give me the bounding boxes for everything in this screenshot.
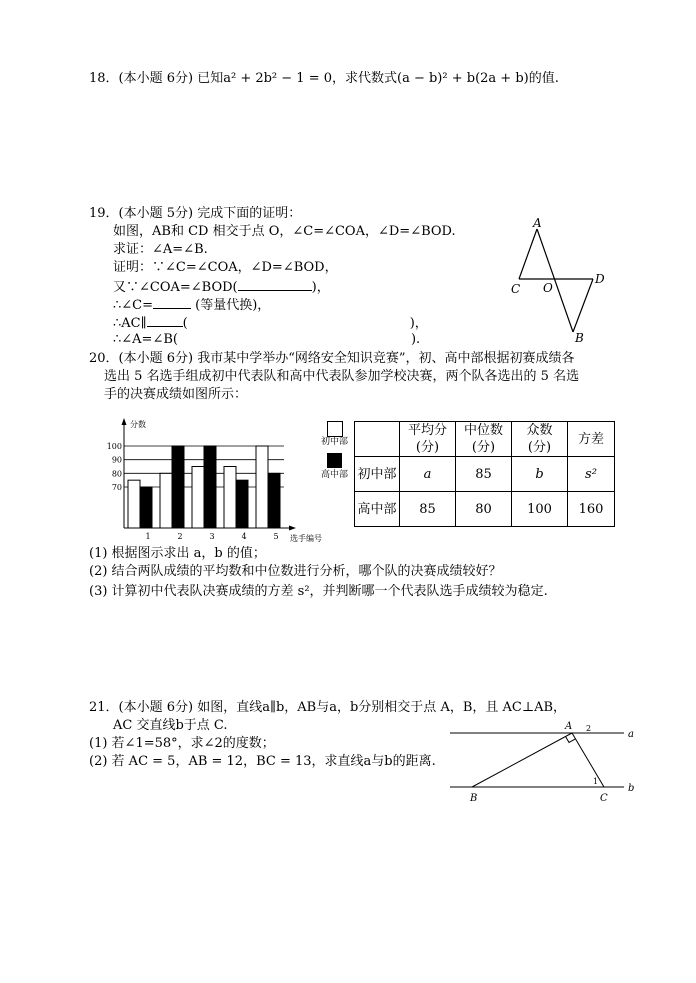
q21-label-line-a: a: [628, 729, 634, 740]
bar-junior-2: [160, 473, 172, 528]
stats-row-junior: [355, 457, 615, 492]
q21-angle-2: 2: [586, 724, 592, 733]
q20-text-line2: 选出 5 名选手组成初中代表队和高中代表队参加学校决赛，两个队各选出的 5 名选: [104, 369, 580, 384]
legend-junior-swatch: [327, 421, 343, 437]
bar-senior-4: [236, 480, 248, 528]
header-mean-line2: (分): [415, 440, 440, 455]
chart-x-arrow: [289, 526, 296, 531]
legend-senior-label: 高中部: [321, 470, 349, 480]
q20-sub2: (2) 结合两队成绩的平均数和中位数进行分析，哪个队的决赛成绩较好？: [89, 564, 502, 579]
bar-senior-2: [172, 446, 184, 528]
chart-y-tick-label: 80: [111, 469, 122, 479]
stats-header-mean: [400, 422, 456, 457]
chart-x-tick-label: 3: [209, 532, 215, 541]
q19-line5-end: ).: [410, 332, 421, 347]
chart-y-arrow: [122, 418, 127, 425]
q19-line2-end: )，: [311, 280, 330, 295]
q19-blank-line[interactable]: [147, 314, 183, 327]
q19-heading: 19．(本小题 5分) 完成下面的证明：: [89, 206, 302, 221]
q19-line4-end: )，: [409, 316, 428, 331]
q19-label-b: B: [575, 331, 584, 345]
header-median-line2: (分): [471, 440, 496, 455]
q19-proof-line2: [113, 278, 330, 296]
stats-cell: a: [400, 457, 456, 492]
q19-label-o: O: [543, 281, 553, 295]
q21-sub1: (1) 若∠1=58°，求∠2的度数；: [89, 736, 275, 751]
stats-corner-cell: [355, 422, 400, 457]
q19-line3-text: ∴∠C=: [113, 298, 154, 313]
chart-y-tick-label: 70: [111, 483, 122, 492]
q21-sub2: (2) 若 AC = 5，AB = 12，BC = 13，求直线a与b的距离.: [89, 754, 436, 769]
stats-cell: 85: [400, 492, 456, 527]
q20-sub3: (3) 计算初中代表队决赛成绩的方差 s²，并判断哪一个代表队选手成绩较为稳定.: [89, 584, 548, 599]
stats-cell: 85: [456, 457, 512, 492]
q21-text-line2: AC 交直线b于点 C.: [113, 718, 228, 733]
chart-x-tick-label: 1: [145, 532, 151, 541]
q21-figure: [444, 720, 644, 806]
q19-line5-text: ∴∠A=∠B(: [113, 332, 178, 347]
chart-x-label: 选手编号: [290, 534, 322, 543]
stats-row-senior: [355, 492, 615, 527]
chart-bars: [128, 446, 280, 528]
q19-proof-line4: [113, 314, 428, 332]
segment-ab: [472, 733, 572, 787]
q20-text-line3: 手的决赛成绩如图所示：: [104, 387, 248, 402]
q21-label-line-b: b: [628, 783, 635, 794]
q19-figure: [505, 215, 615, 345]
stats-header-variance: [568, 422, 615, 457]
stats-table: [354, 421, 615, 527]
chart-x-tick-label: 5: [273, 532, 279, 541]
header-variance-line1: 方差: [577, 431, 604, 447]
stats-header-row: [355, 422, 615, 457]
stats-cell: s²: [568, 457, 615, 492]
q21-label-a: A: [565, 721, 573, 732]
legend-senior-swatch: [327, 453, 342, 468]
q21-text-line1: 21．(本小题 6分) 如图，直线a∥b，AB与a，b分别相交于点 A，B，且 AC⊥AB，: [89, 700, 567, 715]
q20-text-line1: 20．(本小题 6分) 我市某中学举办“网络安全知识竞赛”，初、高中部根据初赛成绩各: [89, 351, 575, 366]
header-median-line1: 中位数: [463, 423, 503, 438]
bar-senior-3: [204, 446, 216, 528]
stats-cell: 80: [456, 492, 512, 527]
q19-blank-reason1[interactable]: [238, 278, 312, 291]
q21-angle-1: 1: [593, 777, 599, 786]
bar-senior-5: [268, 473, 280, 528]
chart-x-tick-label: 4: [241, 532, 247, 541]
chart-y-label: 分数: [130, 420, 146, 429]
bar-junior-4: [224, 467, 236, 529]
q19-given: 如图，AB和 CD 相交于点 O，∠C=∠COA，∠D=∠BOD.: [113, 224, 456, 239]
bar-junior-1: [128, 480, 140, 528]
q19-line4-paren: (: [182, 316, 188, 331]
q19-label-c: C: [511, 282, 521, 296]
chart-y-tick-label: 90: [111, 455, 122, 465]
stats-row-label: 初中部: [355, 457, 400, 492]
chart-y-tick-label: 100: [106, 442, 122, 451]
q21-label-b: B: [470, 793, 478, 804]
q18-text: 18．(本小题 6分) 已知a² + 2b² − 1 = 0，求代数式(a − b)² + b(2a + b)的值.: [89, 71, 559, 86]
score-bar-chart: [106, 416, 326, 546]
bar-junior-3: [192, 467, 204, 529]
stats-row-label: 高中部: [355, 492, 400, 527]
q21-label-c: C: [600, 793, 608, 804]
stats-cell: 160: [568, 492, 615, 527]
q20-sub1: (1) 根据图示求出 a，b 的值；: [89, 546, 266, 561]
header-mode-line1: 众数: [526, 423, 553, 438]
q19-proof-line5: [113, 332, 420, 348]
header-mode-line2: (分): [527, 440, 552, 455]
q19-proof-line1: 证明：∵∠C=∠COA，∠D=∠BOD，: [113, 260, 338, 275]
segment-ac: [572, 733, 604, 787]
q19-label-a: A: [533, 216, 542, 230]
legend-junior-label: 初中部: [321, 437, 349, 447]
bar-senior-1: [140, 487, 152, 528]
q19-prove: 求证：∠A=∠B.: [113, 242, 208, 257]
q19-blank-angle[interactable]: [153, 296, 191, 309]
q19-proof-line3: [113, 296, 270, 314]
stats-header-mode: [512, 422, 568, 457]
q19-line3-end: (等量代换)，: [195, 298, 271, 313]
bar-junior-5: [256, 446, 268, 528]
q19-line2-text: 又∵∠COA=∠BOD(: [113, 280, 238, 295]
stats-header-median: [456, 422, 512, 457]
stats-cell: 100: [512, 492, 568, 527]
q19-label-d: D: [595, 272, 605, 286]
header-mean-line1: 平均分: [407, 423, 447, 438]
stats-cell: b: [512, 457, 568, 492]
q19-line4-text: ∴AC∥: [113, 316, 147, 331]
chart-x-tick-label: 2: [177, 532, 183, 541]
